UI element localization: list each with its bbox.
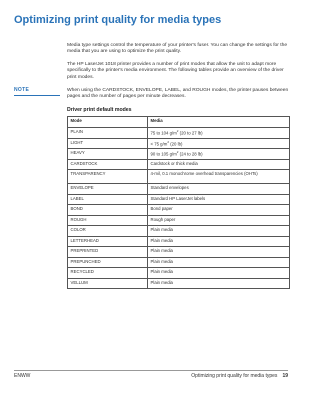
media-cell <box>148 184 290 195</box>
media-value: Plain media <box>150 227 173 232</box>
footer-language-code: ENWW <box>14 373 31 379</box>
media-weight-suffix: (20 to 27 lb) <box>178 130 203 136</box>
media-value: 4-mil, 0.1 monochrome overhead transparencies (OHTs) <box>150 171 258 176</box>
table-row <box>68 149 290 160</box>
media-value: Plain media <box>150 269 173 274</box>
print-modes-table <box>67 116 290 289</box>
media-cell <box>148 215 290 226</box>
note-label: NOTE <box>14 87 30 93</box>
mode-cell: PREPUNCHED <box>68 257 148 268</box>
table-row <box>68 184 290 195</box>
table-row <box>68 205 290 216</box>
media-value: < 75 g/m <box>150 140 168 146</box>
mode-cell: PLAIN <box>68 128 148 139</box>
media-cell <box>148 170 290 184</box>
media-cell <box>148 149 290 160</box>
media-unit-superscript: 2 <box>167 139 170 144</box>
media-value: Standard HP LaserJet labels <box>150 195 206 201</box>
media-cell <box>148 194 290 205</box>
media-value: Plain media <box>150 237 173 243</box>
media-value: Rough paper <box>150 216 176 222</box>
media-value: Standard envelopes <box>150 185 189 190</box>
table-row <box>68 128 290 139</box>
media-value: Cardstock or thick media <box>150 160 198 166</box>
media-cell <box>148 205 290 216</box>
mode-cell: LABEL <box>68 194 148 205</box>
mode-cell: ROUGH <box>68 215 148 226</box>
table-row <box>68 215 290 226</box>
media-cell <box>148 138 290 149</box>
mode-cell: BOND <box>68 205 148 216</box>
media-value: Plain media <box>150 279 173 285</box>
mode-cell: LIGHT <box>68 138 148 149</box>
mode-cell: PREPRINTED <box>68 247 148 258</box>
table-caption: Driver print default modes <box>67 107 132 113</box>
page-number: 19 <box>282 373 288 379</box>
media-cell <box>148 278 290 289</box>
table-row <box>68 138 290 149</box>
footer-page-info <box>191 373 288 379</box>
media-cell <box>148 159 290 170</box>
mode-cell: LETTERHEAD <box>68 236 148 247</box>
media-cell <box>148 268 290 279</box>
media-cell <box>148 247 290 258</box>
footer-divider <box>14 370 288 371</box>
table-header-row <box>68 117 290 128</box>
note-divider <box>14 95 60 96</box>
table-row <box>68 194 290 205</box>
mode-cell: HEAVY <box>68 149 148 160</box>
mode-cell: VELLUM <box>68 278 148 289</box>
modes-paragraph: The HP LaserJet 1018 printer provides a number of print modes that allow the unit to adapt more specifically to the printer's media environment. The following tables provide an overview of the driver print modes. <box>67 62 284 80</box>
media-value: 75 to 104 g/m <box>150 130 177 136</box>
table-row <box>68 159 290 170</box>
table-row <box>68 278 290 289</box>
table-row <box>68 268 290 279</box>
table-row <box>68 257 290 268</box>
media-value: Bond paper <box>150 206 173 211</box>
media-cell <box>148 226 290 237</box>
media-value: Plain media <box>150 248 173 253</box>
media-cell <box>148 128 290 139</box>
media-cell <box>148 257 290 268</box>
mode-cell: CARDSTOCK <box>68 159 148 170</box>
page-title: Optimizing print quality for media types <box>14 14 222 26</box>
intro-paragraph: Media type settings control the temperature of your printer's fuser. You can change the settings for the media that you are using to optimize the print quality. <box>67 43 288 55</box>
column-header-mode: Mode <box>68 117 148 128</box>
footer-section-title: Optimizing print quality for media types <box>191 373 278 379</box>
media-cell <box>148 236 290 247</box>
media-value: Plain media <box>150 258 173 264</box>
media-unit-superscript: 2 <box>176 150 179 154</box>
table-row <box>68 236 290 247</box>
mode-cell: TRANSPARENCY <box>68 170 148 184</box>
media-weight-suffix: (24 to 28 lb) <box>178 151 203 157</box>
mode-cell: RECYCLED <box>68 268 148 279</box>
table-row <box>68 170 290 184</box>
table-row <box>68 226 290 237</box>
media-value: 90 to 105 g/m <box>150 151 177 157</box>
table-row <box>68 247 290 258</box>
mode-cell: COLOR <box>68 226 148 237</box>
note-text: When using the CARDSTOCK, ENVELOPE, LABEL, and ROUGH modes, the printer pauses between pages and the number of pages per minute decreases. <box>67 88 289 100</box>
column-header-media: Media <box>148 117 290 128</box>
media-weight-suffix: (20 lb) <box>169 140 183 146</box>
mode-cell: ENVELOPE <box>68 184 148 195</box>
media-unit-superscript: 2 <box>176 129 179 133</box>
